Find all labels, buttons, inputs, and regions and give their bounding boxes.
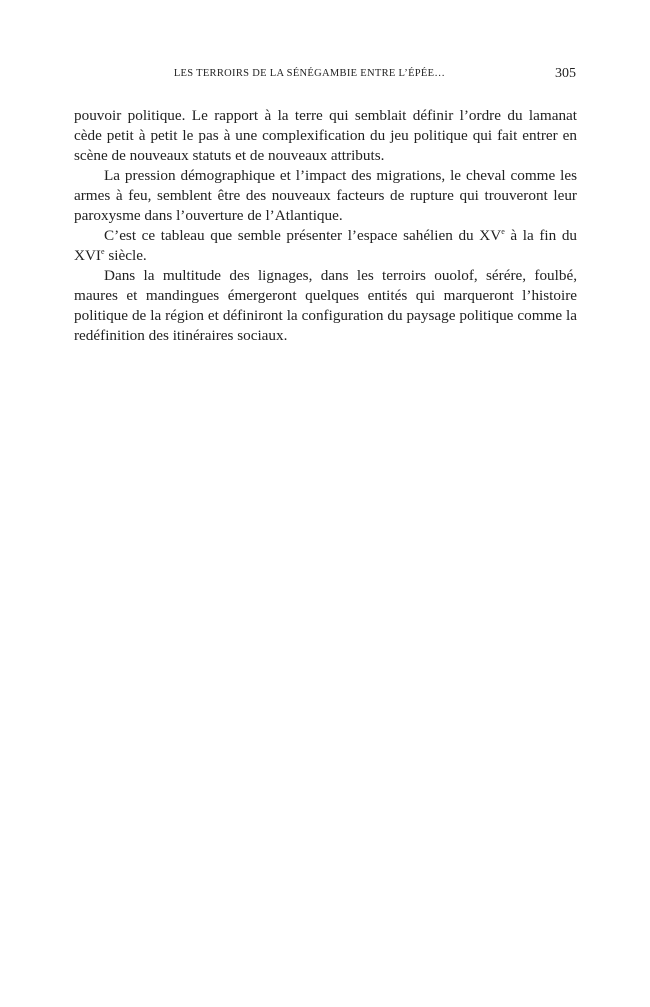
paragraph-1: pouvoir politique. Le rapport à la terre qui semblait définir l’ordre du lamanat cède petit à petit le pas à une complexification du jeu politique qui fait entrer en scène de nouveaux statuts et de nouveaux attributs. — [74, 107, 577, 164]
running-title: LES TERROIRS DE LA SÉNÉGAMBIE ENTRE L’ÉPÉE… — [173, 68, 446, 79]
paragraph-3-text-start: C’est ce tableau que semble présenter l’espace sahélien du XV — [104, 227, 502, 244]
paragraph-3 — [74, 226, 577, 266]
running-header — [74, 66, 577, 86]
paragraph-3-text-middle: à la fin du XVI — [74, 227, 578, 264]
page-number: 305 — [555, 66, 576, 81]
paragraph-2: La pression démographique et l’impact des migrations, le cheval comme les armes à feu, semblent être des nouveaux facteurs de rupture qui trouveront leur paroxysme dans l’ouverture de l’Atlantique. — [74, 167, 577, 224]
century-superscript-1: e — [501, 227, 505, 236]
century-superscript-2: e — [101, 247, 105, 256]
body-text — [74, 106, 577, 346]
paragraph-3-text-end: siècle. — [104, 247, 147, 264]
paragraph-4: Dans la multitude des lignages, dans les terroirs ouolof, sérére, foulbé, maures et mandingues émergeront quelques entités qui marqueront l’histoire politique de la région et définiront la configuration du paysage politique comme la redéfinition des itinéraires sociaux. — [74, 267, 577, 344]
